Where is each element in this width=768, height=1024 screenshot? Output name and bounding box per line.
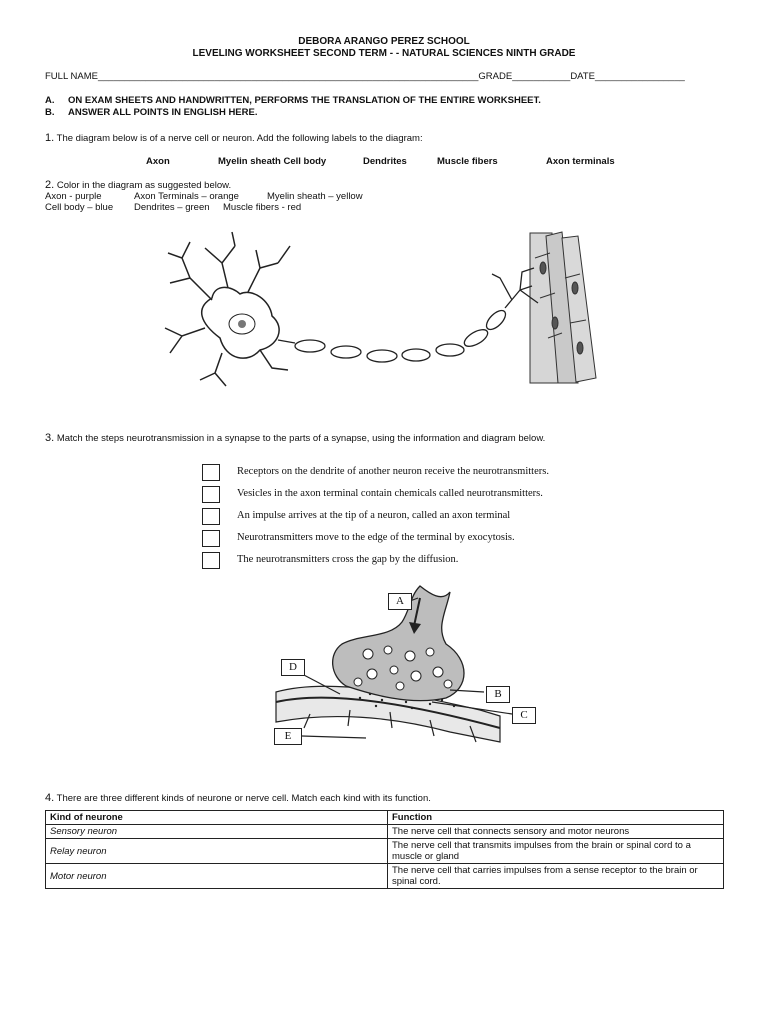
instruction-b-marker: B. xyxy=(45,107,55,118)
answer-box[interactable] xyxy=(202,530,220,547)
school-name: DEBORA ARANGO PEREZ SCHOOL xyxy=(298,36,470,47)
diagram-label-b: B xyxy=(486,686,510,703)
label-word: Muscle fibers xyxy=(437,156,498,167)
worksheet-title: LEVELING WORKSHEET SECOND TERM - - NATURAL SCIENCES NINTH GRADE xyxy=(192,48,576,59)
answer-box[interactable] xyxy=(202,508,220,525)
color-key: Myelin sheath – yellow xyxy=(267,191,363,202)
label-word: Axon terminals xyxy=(546,156,615,167)
instruction-b: ANSWER ALL POINTS IN ENGLISH HERE. xyxy=(68,107,258,118)
neuron-diagram xyxy=(160,228,600,388)
axon xyxy=(278,307,509,362)
answer-box[interactable] xyxy=(202,486,220,503)
synapse-step: Receptors on the dendrite of another neuron receive the neurotransmitters. xyxy=(237,466,549,477)
color-key: Axon - purple xyxy=(45,191,102,202)
column-header: Kind of neurone xyxy=(46,811,388,825)
table-row xyxy=(46,825,724,839)
neuron-kind: Motor neuron xyxy=(46,864,388,889)
instruction-a: ON EXAM SHEETS AND HANDWRITTEN, PERFORMS THE TRANSLATION OF THE ENTIRE WORKSHEET. xyxy=(68,95,541,106)
question-text: There are three different kinds of neurone or nerve cell. Match each kind with its function. xyxy=(56,793,431,804)
muscle-fibers xyxy=(530,232,596,383)
student-info-line xyxy=(45,71,725,82)
color-key: Dendrites – green xyxy=(134,202,210,213)
diagram-label-d: D xyxy=(281,659,305,676)
date-label: DATE xyxy=(570,71,595,82)
synapse-step: An impulse arrives at the tip of a neuron, called an axon terminal xyxy=(237,510,511,521)
date-blank[interactable]: _________________ xyxy=(594,71,685,82)
neuron-match-table xyxy=(45,810,724,889)
color-key: Muscle fibers - red xyxy=(223,202,302,213)
neuron-kind: Sensory neuron xyxy=(46,825,388,839)
synapse-step: The neurotransmitters cross the gap by the diffusion. xyxy=(237,554,459,565)
question-3 xyxy=(45,432,545,444)
full-name-blank[interactable]: ________________________________________________________________________ xyxy=(97,71,479,82)
neuron-kind: Relay neuron xyxy=(46,839,388,864)
neuron-function: The nerve cell that carries impulses from a sense receptor to the brain or spinal cord. xyxy=(388,864,724,889)
question-number: 4. xyxy=(45,792,55,804)
question-4 xyxy=(45,792,431,804)
grade-blank[interactable]: ___________ xyxy=(512,71,571,82)
question-number: 1. xyxy=(45,132,55,144)
label-word: Dendrites xyxy=(363,156,407,167)
diagram-label-c: C xyxy=(512,707,536,724)
table-header-row xyxy=(46,811,724,825)
table-row xyxy=(46,864,724,889)
color-key: Cell body – blue xyxy=(45,202,114,213)
question-number: 2. xyxy=(45,179,55,191)
label-word: Axon xyxy=(146,156,170,167)
grade-label: GRADE xyxy=(478,71,513,82)
synapse-step: Neurotransmitters move to the edge of the terminal by exocytosis. xyxy=(237,532,515,543)
label-word: Myelin sheath Cell body xyxy=(218,156,327,167)
question-2 xyxy=(45,179,231,191)
color-key: Axon Terminals – orange xyxy=(134,191,239,202)
instruction-a-marker: A. xyxy=(45,95,55,106)
question-text: The diagram below is of a nerve cell or neuron. Add the following labels to the diagram: xyxy=(56,133,423,144)
answer-box[interactable] xyxy=(202,464,220,481)
question-number: 3. xyxy=(45,432,55,444)
neuron-function: The nerve cell that connects sensory and motor neurons xyxy=(388,825,724,839)
diagram-label-a: A xyxy=(388,593,412,610)
diagram-label-e: E xyxy=(274,728,302,745)
answer-box[interactable] xyxy=(202,552,220,569)
column-header: Function xyxy=(388,811,724,825)
question-text: Match the steps neurotransmission in a synapse to the parts of a synapse, using the information and diagram below. xyxy=(56,433,546,444)
question-text: Color in the diagram as suggested below. xyxy=(56,180,232,191)
table-row xyxy=(46,839,724,864)
neuron-function: The nerve cell that transmits impulses from the brain or spinal cord to a muscle or gland xyxy=(388,839,724,864)
question-1 xyxy=(45,132,423,144)
synapse-step: Vesicles in the axon terminal contain chemicals called neurotransmitters. xyxy=(237,488,543,499)
full-name-label: FULL NAME xyxy=(45,71,98,82)
